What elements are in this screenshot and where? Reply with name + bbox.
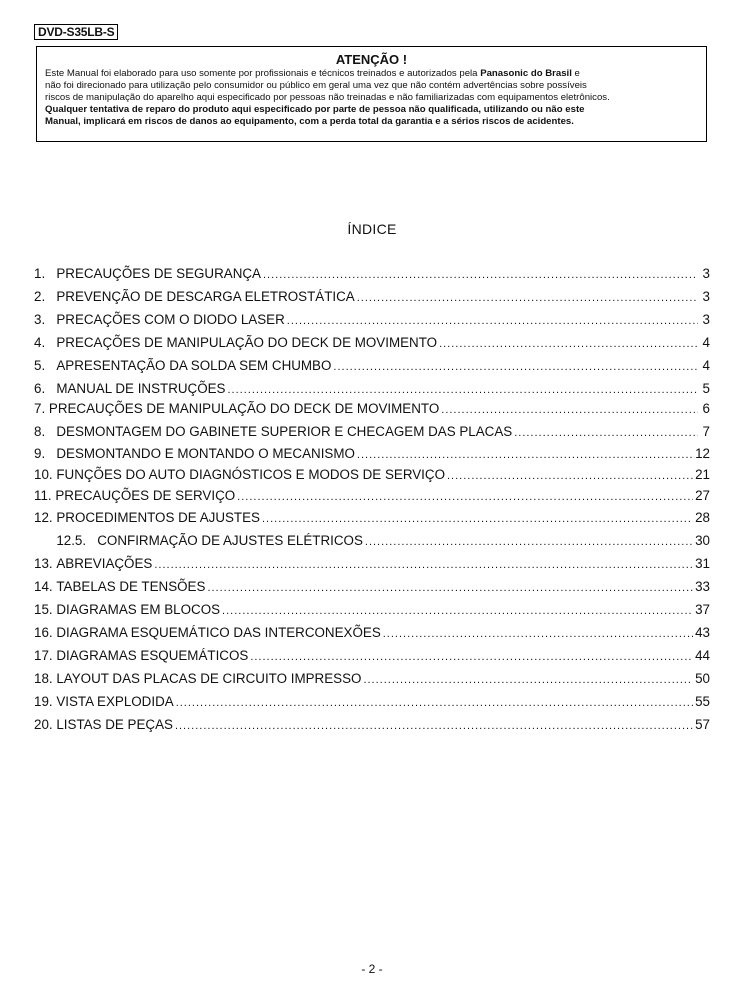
toc-item-number: 19. (34, 694, 57, 709)
page-number: - 2 - (361, 962, 383, 976)
toc-item-number: 15. (34, 602, 57, 617)
toc-leader-dots (333, 357, 698, 377)
toc-leader-dots (176, 693, 693, 713)
toc-leader-dots (363, 670, 693, 690)
toc-item-page: 12 (695, 446, 710, 461)
toc-leader-dots (237, 487, 693, 507)
toc-item-page: 5 (702, 381, 710, 396)
toc-item-number: 5. (34, 358, 57, 373)
toc-item-label: PRECAUÇÕES DE SERVIÇO (55, 488, 236, 503)
toc-item-number: 10. (34, 467, 57, 482)
toc-item-number: 13. (34, 556, 57, 571)
warning-line-1-pre: Este Manual foi elaborado para uso somente por profissionais e técnicos treinados e autorizados pela (45, 68, 481, 79)
toc-item-page: 55 (695, 694, 710, 709)
toc-item-label: PREVENÇÃO DE DESCARGA ELETROSTÁTICA (56, 289, 355, 304)
toc-item-number: 2. (34, 289, 57, 304)
toc-item-number: 9. (34, 446, 57, 461)
toc-item-page: 33 (695, 579, 710, 594)
toc-item-page: 4 (702, 358, 710, 373)
toc-item-page: 37 (695, 602, 710, 617)
toc-item-number: 1. (34, 266, 57, 281)
toc-item-number: 11. (34, 488, 56, 503)
toc-item (34, 646, 710, 666)
toc-item-label: DESMONTAGEM DO GABINETE SUPERIOR E CHECAGEM DAS PLACAS (56, 424, 513, 439)
toc-item (34, 623, 710, 643)
toc-item-number: 17. (34, 648, 57, 663)
toc-item-page: 57 (695, 717, 710, 732)
toc-item-page: 44 (695, 648, 710, 663)
warning-body (45, 68, 698, 128)
toc-item-number: 18. (34, 671, 57, 686)
toc-item-label: ABREVIAÇÕES (56, 556, 153, 571)
toc-item (34, 486, 710, 506)
toc-item-number: 20. (34, 717, 57, 732)
toc-item (34, 531, 710, 551)
toc-leader-dots (250, 647, 693, 667)
toc-item-number: 14. (34, 579, 57, 594)
toc-item-label: PROCEDIMENTOS DE AJUSTES (56, 510, 260, 525)
toc-item (34, 333, 710, 353)
toc-item (34, 692, 710, 712)
toc-leader-dots (207, 578, 693, 598)
toc-item (34, 669, 710, 689)
toc-leader-dots (383, 624, 693, 644)
toc-item-label: PRECAUÇÕES DE SEGURANÇA (56, 266, 261, 281)
toc-item (34, 356, 710, 376)
toc-item-label: CONFIRMAÇÃO DE AJUSTES ELÉTRICOS (97, 533, 363, 548)
warning-line-3: riscos de manipulação do aparelho aqui especificado por pessoas não treinadas e não familiarizadas com equipamentos eletrônicos. (45, 92, 610, 103)
warning-box (36, 46, 707, 142)
toc-item-number: 8. (34, 424, 57, 439)
toc-item-number: 6. (34, 381, 57, 396)
toc-item (34, 379, 710, 399)
toc-item-label: DIAGRAMAS EM BLOCOS (56, 602, 221, 617)
toc-item-page: 28 (695, 510, 710, 525)
toc-item (34, 600, 710, 620)
toc-leader-dots (263, 265, 698, 285)
toc-item (34, 715, 710, 735)
toc-leader-dots (439, 334, 698, 354)
toc-item-label: PRECAÇÕES DE MANIPULAÇÃO DO DECK DE MOVIMENTO (56, 335, 438, 350)
toc-item-page: 50 (695, 671, 710, 686)
toc-leader-dots (262, 509, 693, 529)
toc-leader-dots (175, 716, 693, 736)
toc-item-label: LISTAS DE PEÇAS (56, 717, 173, 732)
warning-title: ATENÇÃO ! (335, 52, 408, 67)
toc-item-page: 6 (702, 401, 710, 416)
toc-item-label: VISTA EXPLODIDA (56, 694, 174, 709)
toc-item (34, 287, 710, 307)
toc-item-label: DIAGRAMAS ESQUEMÁTICOS (56, 648, 249, 663)
toc-item-number: 16. (34, 625, 57, 640)
toc-leader-dots (228, 380, 699, 400)
toc-item-label: DESMONTANDO E MONTANDO O MECANISMO (56, 446, 355, 461)
toc-leader-dots (514, 423, 698, 443)
toc-item (34, 264, 710, 284)
warning-line-2: não foi direcionado para utilização pelo consumidor ou público em geral uma vez que não contém advertências sobre possíveis (45, 80, 587, 91)
toc-item-page: 43 (695, 625, 710, 640)
toc-item-label: TABELAS DE TENSÕES (56, 579, 206, 594)
toc-item-number: 7. (34, 401, 49, 416)
warning-line-1 (45, 68, 698, 80)
model-tag: DVD-S35LB-S (34, 24, 118, 40)
toc-leader-dots (365, 532, 693, 552)
toc-item-page: 4 (702, 335, 710, 350)
warning-line-4: Qualquer tentativa de reparo do produto aqui especificado por parte de pessoa não qualificada, utilizando ou não este (45, 104, 585, 115)
toc-item (34, 444, 710, 464)
warning-brand: Panasonic do Brasil (480, 68, 572, 79)
toc-item-page: 3 (702, 266, 710, 281)
toc-item (34, 465, 710, 485)
toc-item (34, 399, 710, 419)
toc-item-label: LAYOUT DAS PLACAS DE CIRCUITO IMPRESSO (56, 671, 362, 686)
toc-item-page: 21 (695, 467, 710, 482)
toc-leader-dots (357, 288, 698, 308)
toc-item (34, 554, 710, 574)
toc-item-label: PRECAÇÕES COM O DIODO LASER (56, 312, 285, 327)
toc-leader-dots (447, 466, 693, 486)
toc-item-label: FUNÇÕES DO AUTO DIAGNÓSTICOS E MODOS DE SERVIÇO (56, 467, 445, 482)
toc-item-number: 12. (34, 510, 57, 525)
toc-title: ÍNDICE (347, 221, 397, 237)
toc-item-page: 31 (695, 556, 710, 571)
toc-item-label: MANUAL DE INSTRUÇÕES (56, 381, 226, 396)
toc-leader-dots (222, 601, 693, 621)
toc-leader-dots (441, 400, 698, 420)
toc-item-page: 3 (702, 312, 710, 327)
toc-item-label: DIAGRAMA ESQUEMÁTICO DAS INTERCONEXÕES (56, 625, 381, 640)
toc-leader-dots (357, 445, 693, 465)
toc-item (34, 508, 710, 528)
toc-item (34, 577, 710, 597)
toc-item-page: 3 (702, 289, 710, 304)
toc-leader-dots (287, 311, 698, 331)
toc-item-label: PRECAUÇÕES DE MANIPULAÇÃO DO DECK DE MOVIMENTO (48, 401, 440, 416)
toc-item-number: 3. (34, 312, 57, 327)
toc-item-label: APRESENTAÇÃO DA SOLDA SEM CHUMBO (56, 358, 332, 373)
toc-item-number: 4. (34, 335, 57, 350)
toc-item-page: 30 (695, 533, 710, 548)
toc-item-number: 12.5. (34, 533, 98, 548)
toc-item-page: 27 (695, 488, 710, 503)
warning-line-1-post: e (571, 68, 580, 79)
warning-line-5: Manual, implicará em riscos de danos ao equipamento, com a perda total da garantia e a sérios riscos de acidentes. (45, 116, 574, 127)
toc-item (34, 422, 710, 442)
toc-item-page: 7 (702, 424, 710, 439)
toc-leader-dots (154, 555, 693, 575)
toc-item (34, 310, 710, 330)
